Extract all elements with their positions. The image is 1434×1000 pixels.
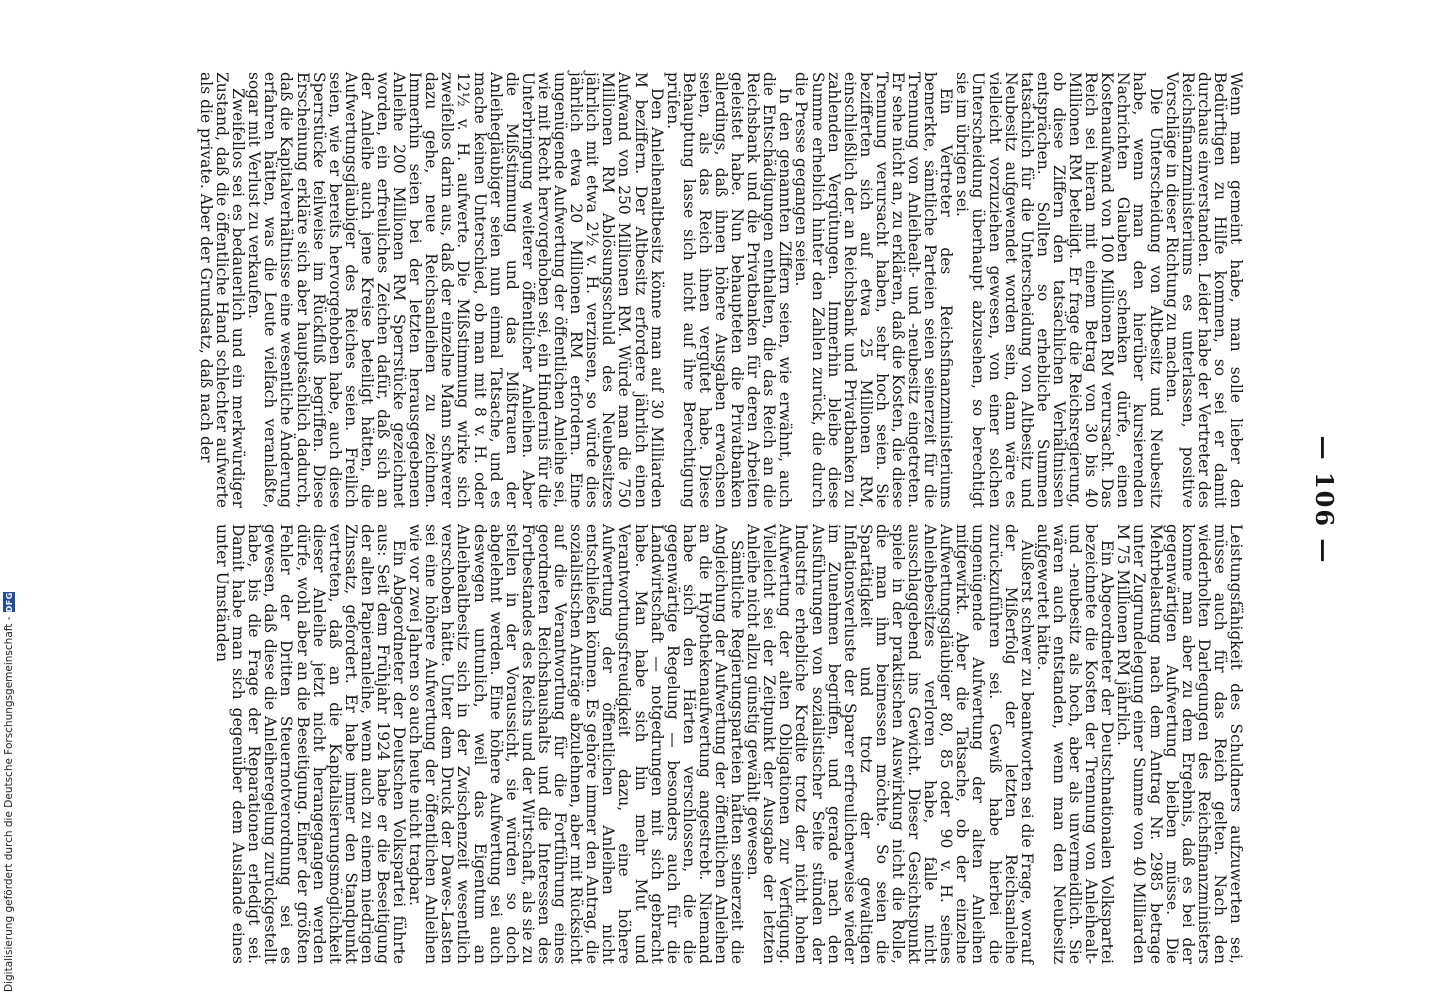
digitization-caption <box>2 592 16 992</box>
caption-text: Digitalisierung gefördert durch die Deutsche Forschungsgemeinschaft - <box>3 616 15 992</box>
paragraph: Zweifellos sei es bedauerlich und ein merkwürdiger Zustand, daß die öffentliche Hand schlechter aufwerte als die private. Aber der Grundsatz, daß nach der <box>197 72 248 508</box>
paragraph: Wenn man gemeint habe, man solle lieber den Bedürftigen zu Hilfe kommen, so sei er damit durchaus einverstanden. Leider habe der Vertreter des Reichsfinanzministeriums es unterlassen, positive Vorschläge in dieser Richtung zu machen. <box>1162 72 1245 508</box>
paragraph: Die Unterscheidung von Altbesitz und Neubesitz habe, wenn man den hierüber kursierenden Nachrichten Glauben schenken dürfe, einen Kostenaufwand von 100 Millionen RM verursacht. Das Reich sei hieran mit einem Betrag von 30 bis 40 Millionen RM beteiligt. Er frage die Reichsregierung, ob diese Ziffern den tatsächlichen Verhältnissen entsprächen. Sollten so erhebliche Summen tatsächlich für die Unterscheidung von Altbesitz und Neubesitz aufgewendet worden sein, dann wäre es vielleicht vorzuziehen gewesen, von einer solchen Unterscheidung überhaupt abzusehen, so berechtigt sie im übrigen sei. <box>953 72 1165 508</box>
paragraph: Äußerst schwer zu beantworten sei die Frage, worauf der Mißerfolg der letzten Reichsanleihe zurückzuführen sei. Gewiß habe hierbei die ungenügende Aufwertung der alten Anleihen mitgewirkt. Aber die Tatsache, ob der einzelne Aufwertungsgläubiger 80, 85 oder 90 v. H. seines Anleihebesitzes verloren habe, falle nicht ausschlaggebend ins Gewicht. Dieser Gesichtspunkt spiele in der praktischen Auswirkung nicht die Rolle, die man ihm beimessen möchte. So seien die Spartätigkeit und trotz der gewaltigen Inflationsverluste der Sparer erfreulicherweise wieder im Zunehmen begriffen, und gerade nach den Ausführungen von sozialistischer Seite stünden der Industrie erhebliche Kredite trotz der nicht hohen Aufwertung der alten Obligationen zur Verfügung. Vielleicht sei der Zeitpunkt der Ausgabe der letzten Anleihe nicht allzu günstig gewählt gewesen. <box>744 524 1036 964</box>
dfg-logo: DFG <box>4 592 14 613</box>
left-column <box>198 72 1244 508</box>
paragraph: In den genannten Ziffern seien, wie erwähnt, auch die Entschädigungen enthalten, die das Reich an die Reichsbank und die Privatbanken für deren Arbeiten geleistet habe. Nun behaupteten die Privatbanken allerdings, daß ihnen höhere Ausgaben erwachsen seien, als das Reich ihnen vergütet habe. Diese Behauptung lasse sich nicht auf ihre Berechtigung prüfen. <box>663 72 795 508</box>
paragraph: Leistungsfähigkeit des Schuldners aufzuwerten sei, müsse auch für das Reich gelten. Nach den wiederholten Darlegungen des Reichsfinanzministers komme man aber zu dem Ergebnis, daß es bei der gegenwärtigen Aufwertung bleiben müsse. Die Mehrbelastung nach dem Antrag Nr. 2985 betrage unter Zugrundelegung einer Summe von 40 Milliarden M 75 Millionen RM jährlich. <box>1114 524 1245 964</box>
rotated-page-scan <box>194 0 1434 1000</box>
paragraph: Den Anleihenaltbesitz könne man auf 30 Milliarden M beziffern. Der Altbesitz erfordere jährlich einen Aufwand von 250 Millionen RM. Würde man die 750 Millionen RM Ablösungsschuld des Neubesitzes jährlich mit etwa 2½ v. H. verzinsen, so würde dies jährlich etwa 20 Millionen RM erfordern. Eine ungenügende Aufwertung der öffentlichen Anleihe sei, wie mit Recht hervorgehoben sei, ein Hindernis für die Unterbringung weiterer öffentlicher Anleihen. Aber die Mißstimmung und das Mißtrauen der Anleihegläubiger seien nun einmal Tatsache, und es mache keinen Unterschied, ob man mit 8 v. H. oder 12½ v. H. aufwerte. Die Mißstimmung wirke sich zweifellos darin aus, daß der einzelne Mann schwerer dazu gehe, neue Reichsanleihen zu zeichnen. Immerhin seien bei der letzten herausgegebenen Anleihe 200 Millionen RM Sperrstücke gezeichnet worden, ein erfreuliches Zeichen dafür, daß sich an der Anleihe auch jene Kreise beteiligt hätten, die Aufwertungsgläubiger des Reiches seien. Freilich seien, wie er bereits hervorgehoben habe, auch diese Sperrstücke teilweise im Rückfluß begriffen. Diese Erscheinung erkläre sich aber hauptsächlich dadurch, daß die Kapitalverhältnisse eine wesentliche Änderung erfahren hätten, was die Leute vielfach veranlaßte, sogar mit Verlust zu verkaufen. <box>245 72 666 508</box>
right-column <box>214 524 1244 964</box>
paragraph: Sämtliche Regierungsparteien hätten seinerzeit die Angleichung der Aufwertung der öffentlichen Anleihen an die Hypothekenaufwertung angestrebt. Niemand habe sich den Härten verschlossen, die die gegenwärtige Regelung — besonders auch für die Landwirtschaft — notgedrungen mit sich gebracht habe. Man habe sich hin mehr Mut und Verantwortungsfreudigkeit dazu, eine höhere Aufwertung der öffentlichen Anleihen nicht entschließen können. Es gehöre immer den Antrag, die sozialistischen Anträge abzulehnen, aber mit Rücksicht auf die Verantwortung für die Fortführung eines geordneten Reichshaushalts und die Interessen des Fortbestandes des Reichs und der Wirtschaft, als sie zu stellen in der Voraussicht, sie würden so doch abgelehnt werden. Eine höhere Aufwertung sei auch deswegen untunlich, weil das Eigentum an Anleihealtbesitz sich in der Zwischenzeit wesentlich verschoben hätte. Unter dem Druck der Dawes-Lasten sei eine höhere Aufwertung der öffentlichen Anleihen wie vor zwei Jahren so auch heute nicht tragbar. <box>406 524 747 964</box>
page-number: — 106 — <box>1310 435 1339 565</box>
paragraph: Ein Abgeordneter der Deutschen Volkspartei führte aus: Seit dem Frühjahr 1924 habe er die Beseitigung der alten Papieranleihe, wenn auch zu einem niedrigen Zinssatz, gefordert. Er habe immer den Standpunkt vertreten, daß an die Kapitalisierungsmöglichkeit dieser Anleihe jetzt nicht herangegangen werden dürfe, wohl aber an die Beseitigung. Einer der größten Fehler der Dritten Steuernotverordnung sei es gewesen, daß diese die Anleiheregelung zurückgestellt habe, bis die Frage der Reparationen erledigt sei. Damit habe man sich gegenüber dem Auslande eines unter Umständen <box>213 524 409 964</box>
paragraph: Ein Vertreter des Reichsfinanzministeriums bemerkte, sämtliche Parteien seien seinerzeit für die Trennung von Anleihealt- und -neubesitz eingetreten. Er sehe nicht an, zu erklären, daß die Kosten, die diese Trennung verursacht haben, sehr hoch seien. Sie bezifferten sich auf etwa 25 Millionen RM, einschließlich der an Reichsbank und Privatbanken zu zahlenden Vergütungen. Immerhin bleibe diese Summe erheblich hinter den Zahlen zurück, die durch die Presse gegangen seien. <box>792 72 956 508</box>
paragraph: Ein Abgeordneter der Deutschnationalen Volkspartei bezeichnete die Kosten der Trennung von Anleihealt- und -neubesitz als hoch, aber als unvermeidlich. Sie wären auch entstanden, wenn man den Neubesitz aufgewertet hätte. <box>1033 524 1117 964</box>
